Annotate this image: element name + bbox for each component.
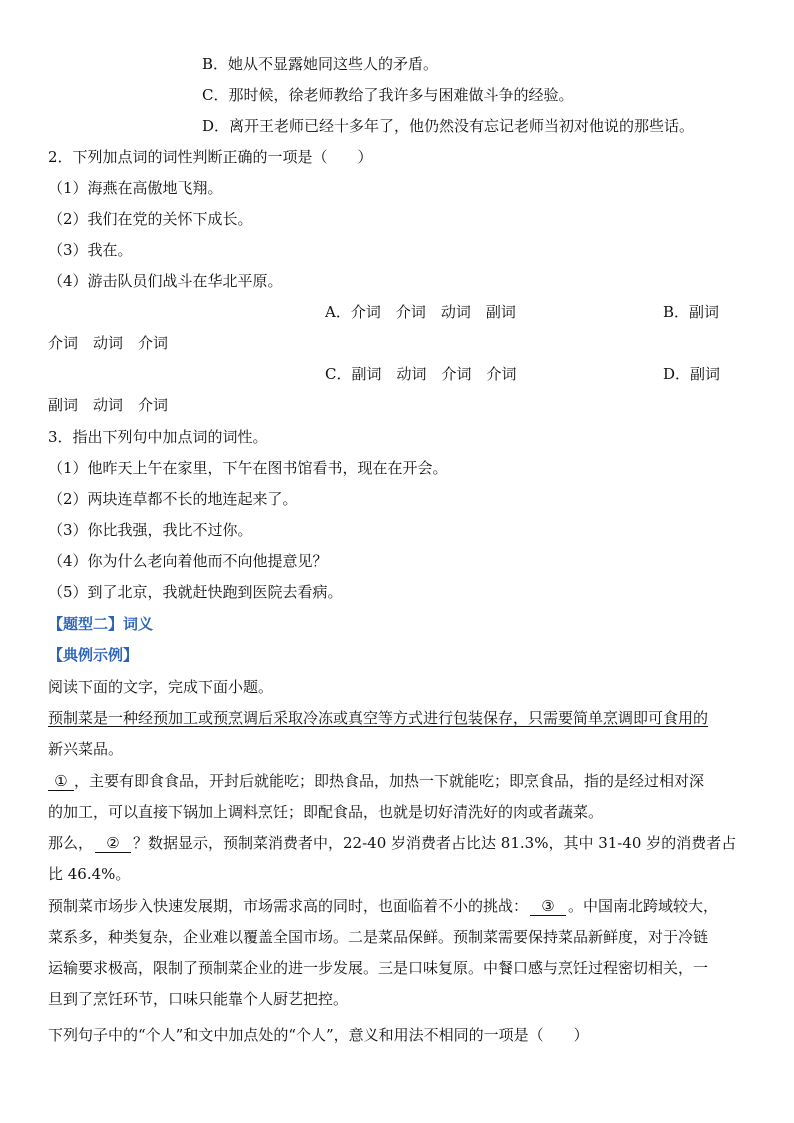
q3-item-4: （4）你为什么老向着他而不向他提意见？ (48, 552, 328, 570)
q3-item-5: （5）到了北京，我就赶快跑到医院去看病。 (48, 583, 343, 601)
question-last-stem: 下列句子中的“个人”和文中加点处的“个人”，意义和用法不相同的一项是（ ） (48, 1026, 589, 1044)
passage-p4-line2: 菜系多，种类复杂，企业难以覆盖全国市场。二是菜品保鲜。预制菜需要保持菜品新鲜度，对于冷链 (48, 928, 709, 946)
passage-p4-line1 (48, 896, 718, 916)
q2-option-d-head[interactable]: D．副词 (663, 365, 721, 383)
passage-p4-prefix: 预制菜市场步入快速发展期，市场需求高的同时，也面临着不小的挑战： (48, 897, 529, 915)
blank-1[interactable]: ① (48, 773, 74, 791)
q1-option-b[interactable]: B．她从不显露她同这些人的矛盾。 (202, 55, 439, 73)
passage-p4-line1-text: 。中国南北跨域较大， (568, 897, 719, 915)
passage-p2-line1 (48, 771, 704, 791)
q2-option-d-tail[interactable]: 副词 动词 介词 (48, 396, 169, 414)
q2-item-1: （1）海燕在高傲地飞翔。 (48, 179, 223, 197)
q2-option-b-head[interactable]: B．副词 (663, 303, 720, 321)
q2-item-3: （3）我在。 (48, 241, 133, 259)
q2-option-a[interactable]: A．介词 介词 动词 副词 (325, 303, 516, 321)
q2-stem: 2．下列加点词的词性判断正确的一项是（ ） (48, 148, 373, 166)
passage-p3-line1-text: ？数据显示，预制菜消费者中，22-40 岁消费者占比达 81.3%，其中 31-40 岁的消费者占 (133, 834, 737, 852)
q2-option-b-tail[interactable]: 介词 动词 介词 (48, 334, 169, 352)
section-heading-type2: 【题型二】词义 (48, 615, 154, 633)
q3-item-3: （3）你比我强，我比不过你。 (48, 521, 253, 539)
q3-item-1: （1）他昨天上午在家里，下午在图书馆看书，现在在开会。 (48, 459, 448, 477)
passage-p3-prefix: 那么， (48, 834, 94, 852)
q2-option-c[interactable]: C．副词 动词 介词 介词 (325, 365, 517, 383)
q2-item-2: （2）我们在党的关怀下成长。 (48, 210, 253, 228)
passage-p1-line1: 预制菜是一种经预加工或预烹调后采取冷冻或真空等方式进行包装保存，只需要简单烹调即可食用的 (48, 709, 709, 727)
passage-p2-line1-text: ，主要有即食食品，开封后就能吃；即热食品，加热一下就能吃；即烹食品，指的是经过相对深 (74, 772, 705, 790)
passage-p4-line3: 运输要求极高，限制了预制菜企业的进一步发展。三是口味复原。中餐口感与烹饪过程密切相关，一 (48, 959, 709, 977)
passage-p1-line2: 新兴菜品。 (48, 740, 124, 758)
reading-instruction: 阅读下面的文字，完成下面小题。 (48, 678, 274, 696)
blank-2[interactable]: ② (95, 835, 131, 853)
passage-p3-line2: 比 46.4%。 (48, 865, 131, 883)
q2-item-4: （4）游击队员们战斗在华北平原。 (48, 272, 283, 290)
passage-p2-line2: 的加工，可以直接下锅加上调料烹饪；即配食品，也就是切好清洗好的肉或者蔬菜。 (48, 803, 604, 821)
q3-stem: 3．指出下列句中加点词的词性。 (48, 428, 268, 446)
section-heading-example: 【典例示例】 (48, 646, 139, 664)
q1-option-c[interactable]: C．那时候，徐老师教给了我许多与困难做斗争的经验。 (202, 86, 574, 104)
blank-3[interactable]: ③ (530, 898, 566, 916)
passage-p3-line1 (48, 833, 736, 853)
q3-item-2: （2）两块连草都不长的地连起来了。 (48, 490, 298, 508)
passage-p4-line4: 旦到了烹饪环节，口味只能靠个人厨艺把控。 (48, 990, 349, 1008)
q1-option-d[interactable]: D．离开王老师已经十多年了，他仍然没有忘记老师当初对他说的那些话。 (202, 117, 695, 135)
